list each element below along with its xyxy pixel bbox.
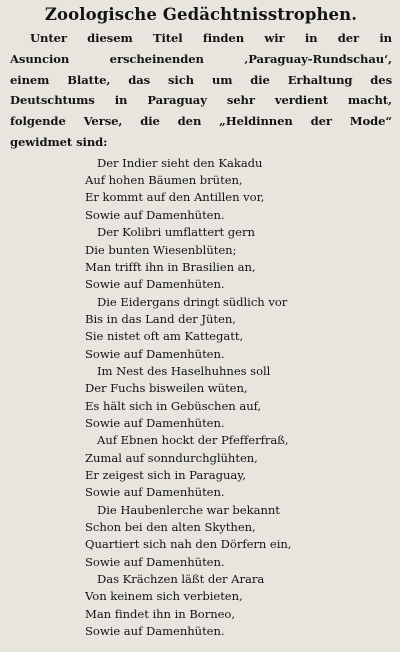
verse-line: Man trifft ihn in Brasilien an,	[85, 259, 256, 274]
verse-line: Von keinem sich verbieten,	[85, 589, 243, 604]
verse-line: Sowie auf Damenhüten.	[85, 485, 225, 500]
intro-line: folgende Verse, die den „Heldinnen der Mode“	[10, 114, 392, 129]
verse-line: Sowie auf Damenhüten.	[85, 346, 225, 361]
stanza-2	[85, 224, 385, 293]
verse-line: Die bunten Wiesenblüten;	[85, 242, 237, 257]
stanza-6	[85, 502, 385, 571]
poem	[85, 155, 385, 641]
verse-line: Das Krächzen läßt der Arara	[97, 572, 265, 587]
article-intro	[10, 28, 392, 153]
intro-line: Asuncion erscheinenden ‚Paraguay-Rundschau‘,	[10, 51, 392, 66]
verse-line: Auf hohen Bäumen brüten,	[85, 173, 243, 188]
verse-line: Er zeigest sich in Paraguay,	[85, 467, 246, 482]
article-title: Zoologische Gedächtnisstrophen.	[44, 5, 358, 24]
verse-line: Der Indier sieht den Kakadu	[97, 155, 263, 170]
verse-line: Schon bei den alten Skythen,	[85, 520, 256, 534]
verse-line: Der Kolibri umflattert gern	[97, 225, 255, 240]
stanza-3	[85, 294, 385, 363]
verse-line: Sowie auf Damenhüten.	[85, 415, 225, 430]
verse-line: Bis in das Land der Jüten,	[85, 311, 236, 326]
verse-line: Die Haubenlerche war bekannt	[97, 502, 280, 517]
intro-line: einem Blatte, das sich um die Erhaltung des	[10, 72, 392, 87]
verse-line: Auf Ebnen hockt der Pfefferfraß,	[97, 433, 289, 448]
verse-line: Er kommt auf den Antillen vor,	[85, 190, 265, 205]
verse-line: Man findet ihn in Borneo,	[85, 606, 236, 621]
verse-line: Sowie auf Damenhüten.	[85, 554, 225, 569]
verse-line: Sowie auf Damenhüten.	[85, 277, 225, 292]
stanza-4	[85, 363, 385, 432]
verse-line: Quartiert sich nah den Dörfern ein,	[85, 537, 292, 552]
stanza-7	[85, 571, 385, 640]
verse-line: Zumal auf sonndurchglühten,	[85, 450, 258, 465]
intro-line: Unter diesem Titel finden wir in der in	[30, 31, 392, 45]
intro-line: gewidmet sind:	[10, 134, 108, 149]
verse-line: Sowie auf Damenhüten.	[85, 207, 225, 222]
verse-line: Sie nistet oft am Kattegatt,	[85, 329, 244, 344]
stanza-1	[85, 155, 385, 224]
verse-line: Die Eidergans dringt südlich vor	[97, 294, 288, 309]
stanza-5	[85, 432, 385, 501]
verse-line: Es hält sich in Gebüschen auf,	[85, 398, 262, 413]
verse-line: Im Nest des Haselhuhnes soll	[97, 363, 271, 378]
verse-line: Der Fuchs bisweilen wüten,	[85, 381, 248, 396]
intro-line: Deutschtums in Paraguay sehr verdient macht,	[10, 93, 392, 108]
verse-line: Sowie auf Damenhüten.	[85, 624, 225, 639]
